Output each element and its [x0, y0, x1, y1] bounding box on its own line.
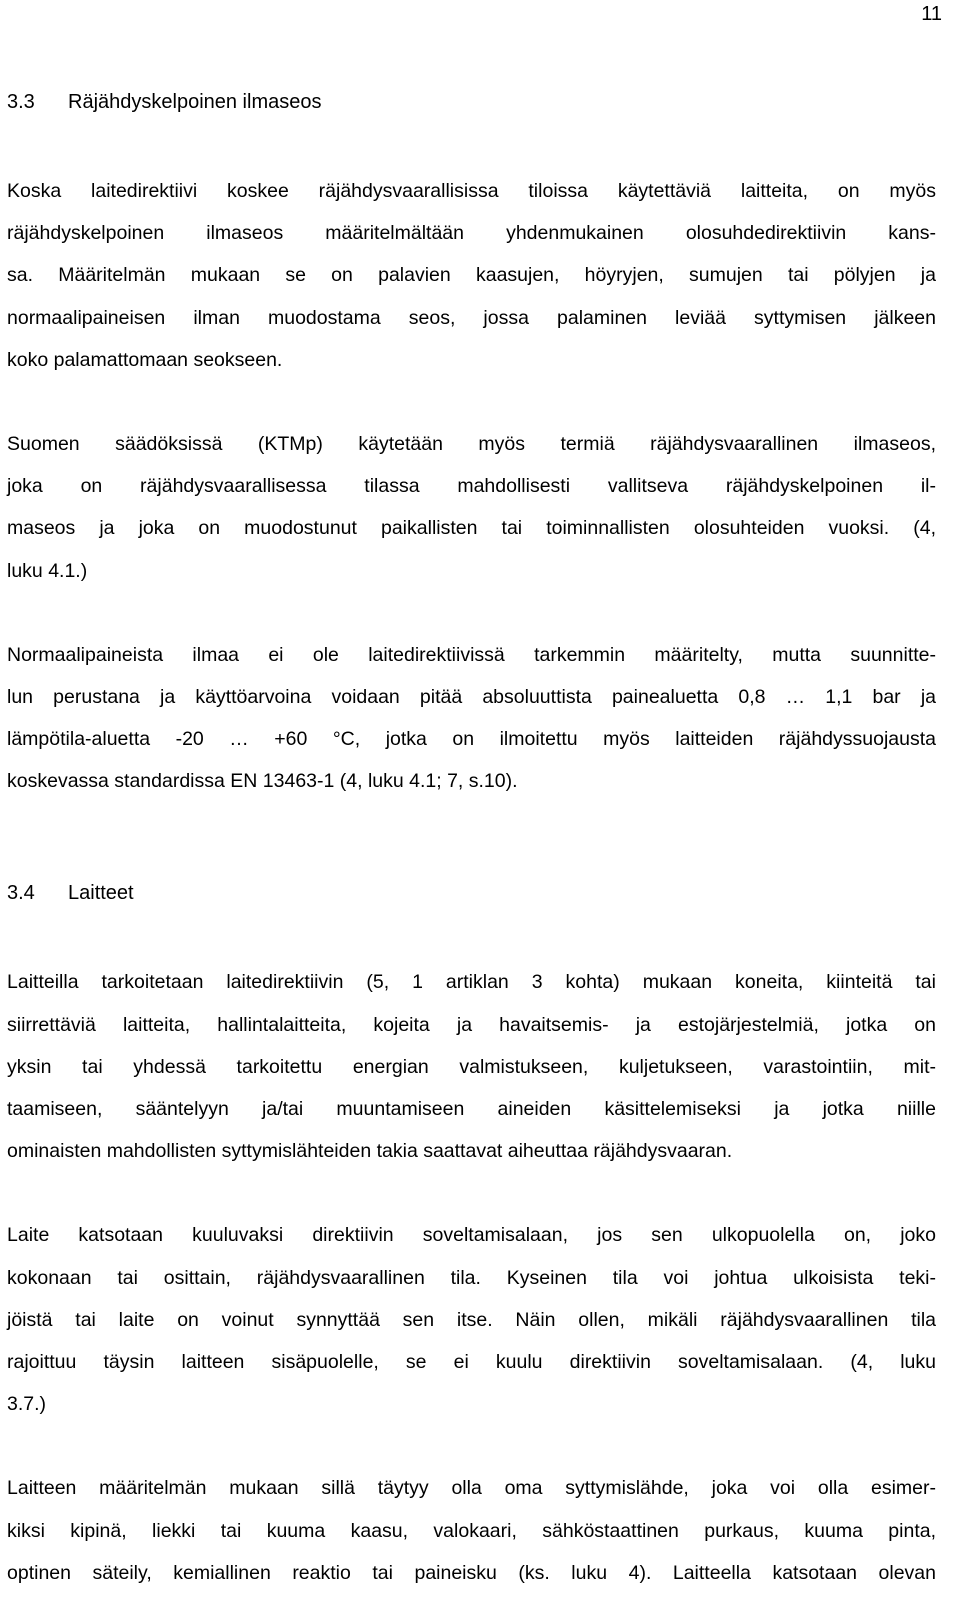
text-line: optinen säteily, kemiallinen reaktio tai paineisku (ks. luku 4). Laitteella katsotaan olevan	[7, 1561, 936, 1584]
text-line: 3.7.)	[7, 1393, 47, 1416]
text-line: joka on räjähdysvaarallisessa tilassa mahdollisesti vallitseva räjähdyskelpoinen il-	[7, 475, 936, 498]
page-number: 11	[921, 3, 942, 25]
paragraph	[7, 170, 936, 381]
text-line: Suomen säädöksissä (KTMp) käytetään myös termiä räjähdysvaarallinen ilmaseos,	[7, 432, 936, 455]
section-number: 3.4	[7, 882, 35, 905]
text-line: rajoittuu täysin laitteen sisäpuolelle, se ei kuulu direktiivin soveltamisalaan. (4, luku	[7, 1350, 936, 1373]
text-line: siirrettäviä laitteita, hallintalaitteita, kojeita ja havaitsemis- ja estojärjestelmiä, jotka on	[7, 1013, 936, 1036]
text-line: Laite katsotaan kuuluvaksi direktiivin soveltamisalaan, jos sen ulkopuolella on, joko	[7, 1224, 936, 1247]
paragraph	[7, 1467, 936, 1594]
section-number: 3.3	[7, 91, 35, 113]
text-line: koskevassa standardissa EN 13463-1 (4, luku 4.1; 7, s.10).	[7, 770, 518, 793]
text-line: maseos ja joka on muodostunut paikallisten tai toiminnallisten olosuhteiden vuoksi. (4,	[7, 517, 936, 540]
text-line: sa. Määritelmän mukaan se on palavien kaasujen, höyryjen, sumujen tai pölyjen ja	[7, 264, 936, 287]
text-line: räjähdyskelpoinen ilmaseos määritelmältään yhdenmukainen olosuhdedirektiivin kans-	[7, 222, 936, 245]
section-heading-3-4	[7, 877, 936, 909]
text-line: kokonaan tai osittain, räjähdysvaarallinen tila. Kyseinen tila voi johtua ulkoisista teki-	[7, 1266, 936, 1289]
text-line: koko palamattomaan seokseen.	[7, 348, 283, 371]
text-line: kiksi kipinä, liekki tai kuuma kaasu, valokaari, sähköstaattinen purkaus, kuuma pinta,	[7, 1519, 936, 1542]
paragraph	[7, 423, 936, 592]
text-line: lun perustana ja käyttöarvoina voidaan pitää absoluuttista painealuetta 0,8 … 1,1 bar ja	[7, 685, 936, 708]
paragraph	[7, 634, 936, 803]
text-line: lämpötila-aluetta -20 … +60 °C, jotka on ilmoitettu myös laitteiden räjähdyssuojausta	[7, 728, 936, 751]
text-line: jöistä tai laite on voinut synnyttää sen itse. Näin ollen, mikäli räjähdysvaarallinen tila	[7, 1308, 936, 1331]
text-line: Koska laitedirektiivi koskee räjähdysvaarallisissa tiloissa käytettäviä laitteita, on myös	[7, 180, 936, 202]
text-line: taamiseen, sääntelyyn ja/tai muuntamiseen aineiden käsittelemiseksi ja jotka niille	[7, 1098, 936, 1120]
document-body	[7, 86, 936, 1594]
text-line: Laitteen määritelmän mukaan sillä täytyy olla oma syttymislähde, joka voi olla esimer-	[7, 1477, 936, 1500]
text-line: luku 4.1.)	[7, 559, 88, 582]
text-line: Normaalipaineista ilmaa ei ole laitedirektiivissä tarkemmin määritelty, mutta suunnitte-	[7, 643, 936, 666]
section-heading-3-3	[7, 86, 936, 118]
text-line: yksin tai yhdessä tarkoitettu energian valmistukseen, kuljetukseen, varastointiin, mit-	[7, 1055, 936, 1078]
text-line: normaalipaineisen ilman muodostama seos, jossa palaminen leviää syttymisen jälkeen	[7, 306, 936, 329]
section-title: Laitteet	[68, 882, 134, 905]
paragraph	[7, 961, 936, 1172]
section-title: Räjähdyskelpoinen ilmaseos	[68, 91, 322, 113]
text-line: ominaisten mahdollisten syttymislähteiden takia saattavat aiheuttaa räjähdysvaaran.	[7, 1140, 733, 1163]
text-line: Laitteilla tarkoitetaan laitedirektiivin (5, 1 artiklan 3 kohta) mukaan koneita, kiinteitä tai	[7, 971, 936, 994]
paragraph	[7, 1214, 936, 1425]
